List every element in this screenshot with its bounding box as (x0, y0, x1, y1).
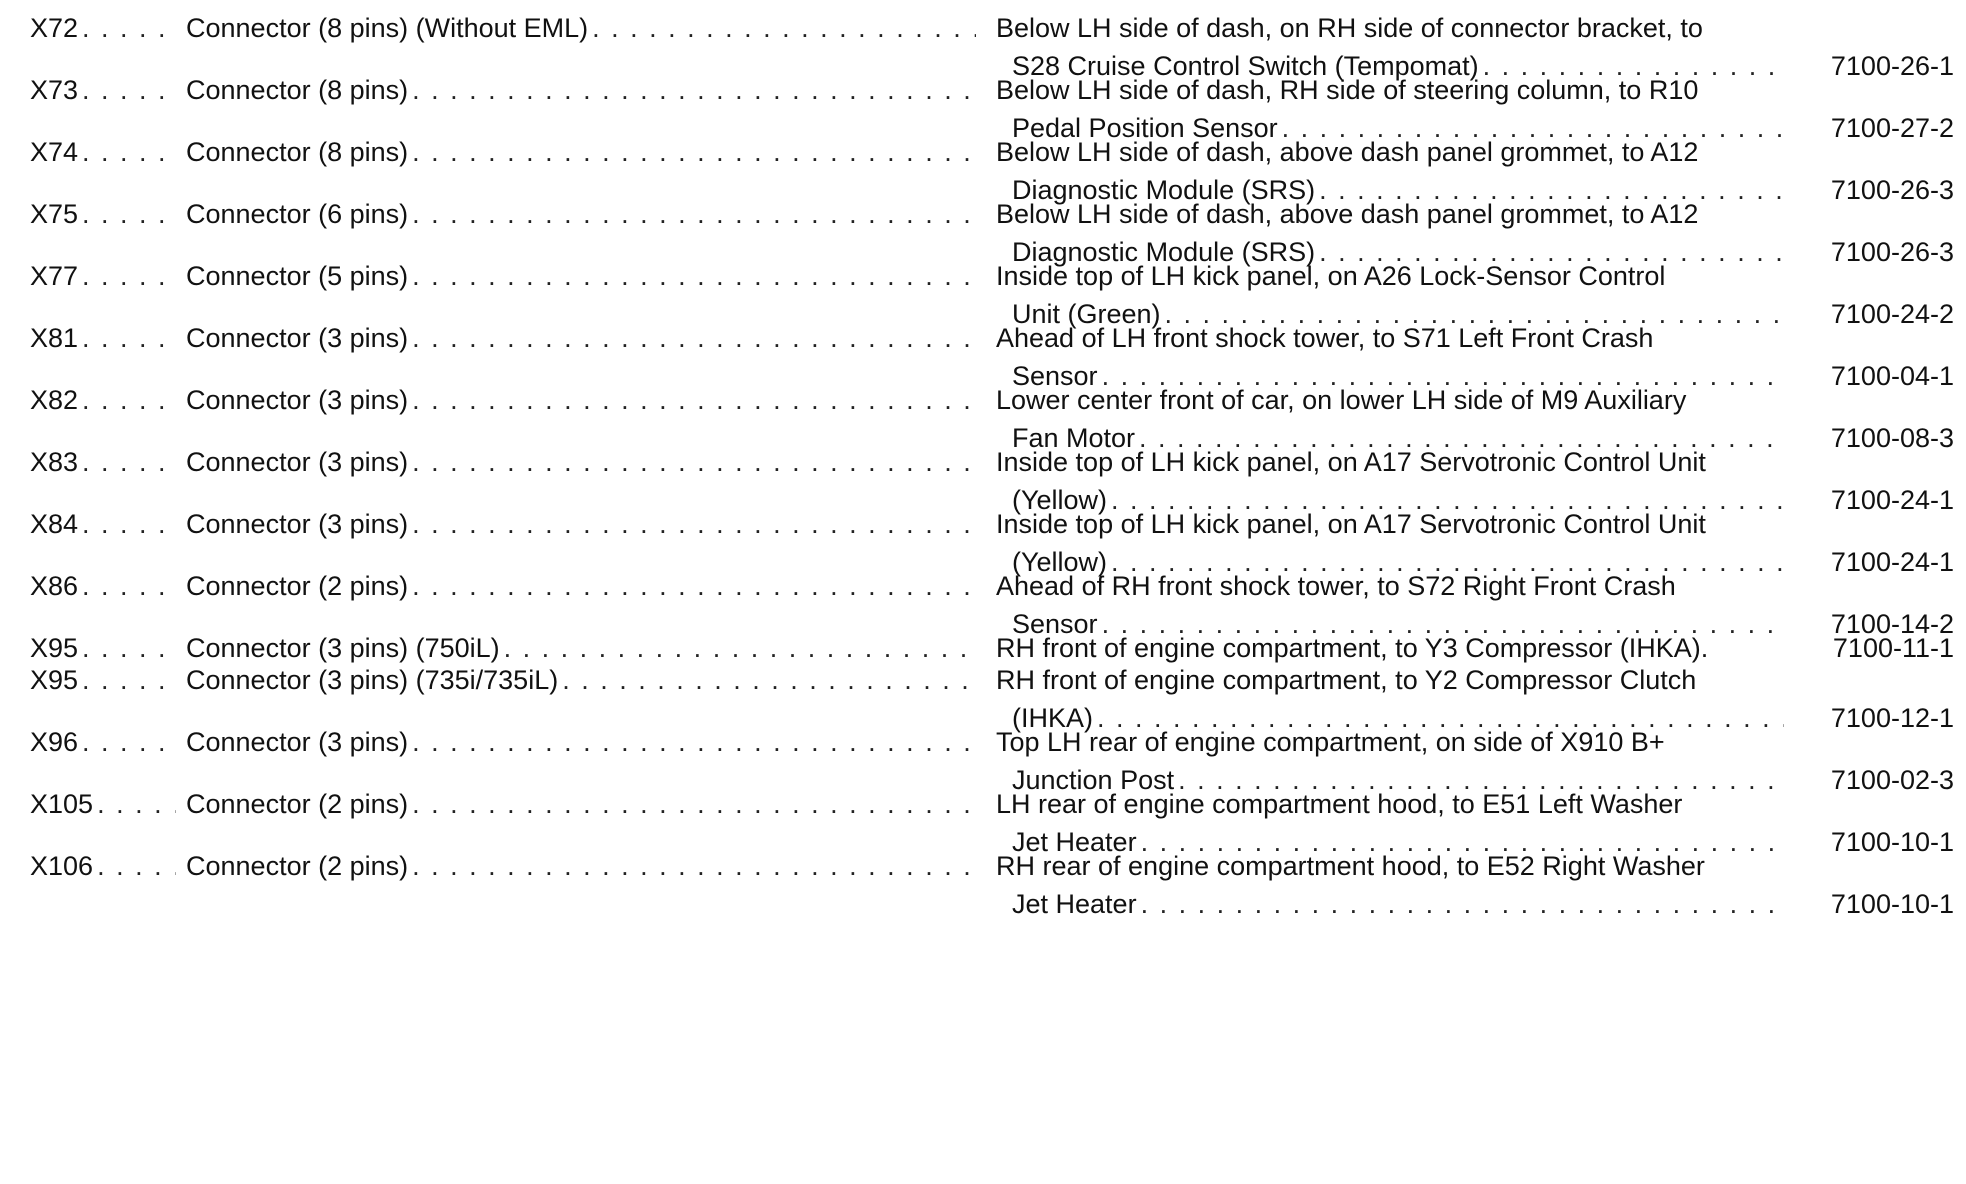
location-cell (996, 318, 1796, 358)
location-cell (996, 194, 1796, 234)
page-reference: 7100-24-2 (1830, 299, 1954, 329)
page-reference: 7100-26-1 (1830, 51, 1954, 81)
connector-description: Connector (3 pins) (186, 509, 409, 539)
location-line-2: S28 Cruise Control Switch (Tempomat) (1012, 51, 1479, 81)
entry-line-1 (0, 566, 1966, 606)
entry-line-1 (0, 256, 1966, 296)
code-cell (30, 70, 182, 110)
dot-leader (82, 70, 176, 110)
location-line-2: Unit (Green) (1012, 299, 1161, 329)
location-cell (996, 256, 1796, 296)
connector-description: Connector (8 pins) (Without EML) (186, 13, 589, 43)
entry-line-1 (0, 132, 1966, 172)
location-line-2: (IHKA) (1012, 703, 1093, 733)
location-line-1: Below LH side of dash, on RH side of connector bracket, to (996, 13, 1703, 43)
connector-cell (186, 70, 982, 110)
location-line-1: Inside top of LH kick panel, on A17 Servotronic Control Unit (996, 447, 1706, 477)
location-cell (996, 784, 1796, 824)
location-line-1: Ahead of RH front shock tower, to S72 Right Front Crash (996, 571, 1676, 601)
entry-line-1 (0, 194, 1966, 234)
connector-code: X83 (30, 447, 79, 477)
location-line-2: Fan Motor (1012, 423, 1136, 453)
dot-leader (82, 442, 176, 482)
connector-description: Connector (3 pins) (186, 323, 409, 353)
connector-description: Connector (2 pins) (186, 851, 409, 881)
location-line-1: Top LH rear of engine compartment, on side of X910 B+ (996, 727, 1665, 757)
dot-leader (412, 846, 976, 886)
connector-cell (186, 256, 982, 296)
connector-code: X105 (30, 789, 94, 819)
location-line-1: RH rear of engine compartment hood, to E52 Right Washer (996, 851, 1705, 881)
dot-leader (412, 194, 976, 234)
connector-description: Connector (5 pins) (186, 261, 409, 291)
connector-description: Connector (3 pins) (186, 727, 409, 757)
location-cell (996, 70, 1796, 110)
entry-line-1 (0, 442, 1966, 482)
connector-code: X81 (30, 323, 79, 353)
page-reference: 7100-11-1 (1832, 633, 1954, 663)
connector-cell (186, 722, 982, 762)
dot-leader (1141, 884, 1784, 924)
dot-leader (82, 380, 176, 420)
location-line-2: Diagnostic Module (SRS) (1012, 175, 1316, 205)
entry-line-1 (0, 70, 1966, 110)
connector-cell (186, 566, 982, 606)
dot-leader (412, 132, 976, 172)
code-cell (30, 660, 182, 700)
connector-cell (186, 442, 982, 482)
connector-entry (0, 846, 1966, 924)
dot-leader (412, 722, 976, 762)
entry-line-2 (0, 884, 1966, 924)
code-cell (30, 132, 182, 172)
reference-cell (1798, 884, 1954, 924)
connector-cell (186, 504, 982, 544)
dot-leader (412, 784, 976, 824)
code-cell (30, 318, 182, 358)
page-reference: 7100-26-3 (1830, 175, 1954, 205)
location-line-1: Below LH side of dash, RH side of steering column, to R10 (996, 75, 1699, 105)
connector-code: X82 (30, 385, 79, 415)
location-line-2: Pedal Position Sensor (1012, 113, 1278, 143)
location-cell (996, 566, 1796, 606)
connector-cell (186, 784, 982, 824)
connector-description: Connector (8 pins) (186, 137, 409, 167)
location-line-2: Jet Heater (1012, 827, 1137, 857)
code-cell (30, 566, 182, 606)
dot-leader (412, 504, 976, 544)
connector-code: X77 (30, 261, 79, 291)
entry-line-1 (0, 784, 1966, 824)
location-line-2: Sensor (1012, 609, 1098, 639)
dot-leader (97, 846, 176, 886)
code-cell (30, 194, 182, 234)
connector-code: X75 (30, 199, 79, 229)
connector-description: Connector (3 pins) (735i/735iL) (186, 665, 559, 695)
code-cell (30, 380, 182, 420)
connector-code: X84 (30, 509, 79, 539)
page-reference: 7100-04-1 (1830, 361, 1954, 391)
connector-cell (186, 380, 982, 420)
connector-cell (186, 132, 982, 172)
dot-leader (412, 70, 976, 110)
location-line-1: RH front of engine compartment, to Y2 Compressor Clutch (996, 665, 1697, 695)
entry-line-1 (0, 660, 1966, 700)
code-cell (30, 784, 182, 824)
entry-line-1 (0, 722, 1966, 762)
location-cell (996, 846, 1796, 886)
location-line-2: (Yellow) (1012, 485, 1108, 515)
connector-description: Connector (2 pins) (186, 789, 409, 819)
dot-leader (82, 318, 176, 358)
page-reference: 7100-27-2 (1830, 113, 1954, 143)
connector-cell (186, 194, 982, 234)
location-cell (996, 132, 1796, 172)
location-line-1: Below LH side of dash, above dash panel grommet, to A12 (996, 137, 1699, 167)
entry-line-1 (0, 318, 1966, 358)
location-line-2: Jet Heater (1012, 889, 1137, 919)
dot-leader (82, 194, 176, 234)
connector-description: Connector (3 pins) (186, 385, 409, 415)
connector-cell (186, 846, 982, 886)
dot-leader (562, 660, 976, 700)
location-cell (996, 504, 1796, 544)
code-cell (30, 504, 182, 544)
page-reference: 7100-12-1 (1830, 703, 1954, 733)
dot-leader (82, 256, 176, 296)
location-line-1: LH rear of engine compartment hood, to E51 Left Washer (996, 789, 1683, 819)
connector-code: X73 (30, 75, 79, 105)
connector-code: X86 (30, 571, 79, 601)
location-line-2: Diagnostic Module (SRS) (1012, 237, 1316, 267)
dot-leader (82, 504, 176, 544)
dot-leader (412, 566, 976, 606)
page-reference: 7100-26-3 (1830, 237, 1954, 267)
connector-description: Connector (3 pins) (750iL) (186, 633, 500, 663)
location-line-1: Ahead of LH front shock tower, to S71 Left Front Crash (996, 323, 1654, 353)
connector-code: X106 (30, 851, 94, 881)
dot-leader (592, 8, 976, 48)
dot-leader (412, 318, 976, 358)
dot-leader (97, 784, 176, 824)
page-reference: 7100-14-2 (1830, 609, 1954, 639)
connector-code: X96 (30, 727, 79, 757)
connector-cell (186, 318, 982, 358)
dot-leader (82, 132, 176, 172)
code-cell (30, 8, 182, 48)
connector-cell (186, 660, 982, 700)
location-line-1: Below LH side of dash, above dash panel grommet, to A12 (996, 199, 1699, 229)
connector-description: Connector (6 pins) (186, 199, 409, 229)
location-line-2: (Yellow) (1012, 547, 1108, 577)
location-line-1: RH front of engine compartment, to Y3 Compressor (IHKA). (996, 633, 1709, 663)
dot-leader (412, 442, 976, 482)
connector-description: Connector (3 pins) (186, 447, 409, 477)
code-cell (30, 722, 182, 762)
dot-leader (82, 566, 176, 606)
dot-leader (82, 8, 176, 48)
code-cell (30, 846, 182, 886)
location-cell (996, 722, 1796, 762)
page-reference: 7100-10-1 (1830, 889, 1954, 919)
entry-line-1 (0, 8, 1966, 48)
page-reference: 7100-24-1 (1830, 485, 1954, 515)
dot-leader (412, 256, 976, 296)
location-cell (996, 380, 1796, 420)
connector-cell (186, 8, 982, 48)
connector-code: X95 (30, 665, 79, 695)
location-line-1: Lower center front of car, on lower LH side of M9 Auxiliary (996, 385, 1687, 415)
location-line-2: Junction Post (1012, 765, 1175, 795)
connector-code: X72 (30, 13, 79, 43)
location-cont-cell (1012, 884, 1790, 924)
entry-line-1 (0, 504, 1966, 544)
location-line-1: Inside top of LH kick panel, on A26 Lock-Sensor Control (996, 261, 1666, 291)
page-reference: 7100-24-1 (1830, 547, 1954, 577)
connector-code: X74 (30, 137, 79, 167)
location-cell (996, 8, 1796, 48)
location-cell (996, 442, 1796, 482)
connector-description: Connector (2 pins) (186, 571, 409, 601)
dot-leader (82, 722, 176, 762)
location-line-2: Sensor (1012, 361, 1098, 391)
location-line-1: Inside top of LH kick panel, on A17 Servotronic Control Unit (996, 509, 1706, 539)
dot-leader (82, 660, 176, 700)
page-reference: 7100-08-3 (1830, 423, 1954, 453)
location-cell (996, 660, 1796, 700)
entry-line-1 (0, 846, 1966, 886)
connector-code: X95 (30, 633, 79, 663)
code-cell (30, 442, 182, 482)
dot-leader (412, 380, 976, 420)
code-cell (30, 256, 182, 296)
page-reference: 7100-02-3 (1830, 765, 1954, 795)
page-reference: 7100-10-1 (1830, 827, 1954, 857)
connector-description: Connector (8 pins) (186, 75, 409, 105)
entry-line-1 (0, 380, 1966, 420)
